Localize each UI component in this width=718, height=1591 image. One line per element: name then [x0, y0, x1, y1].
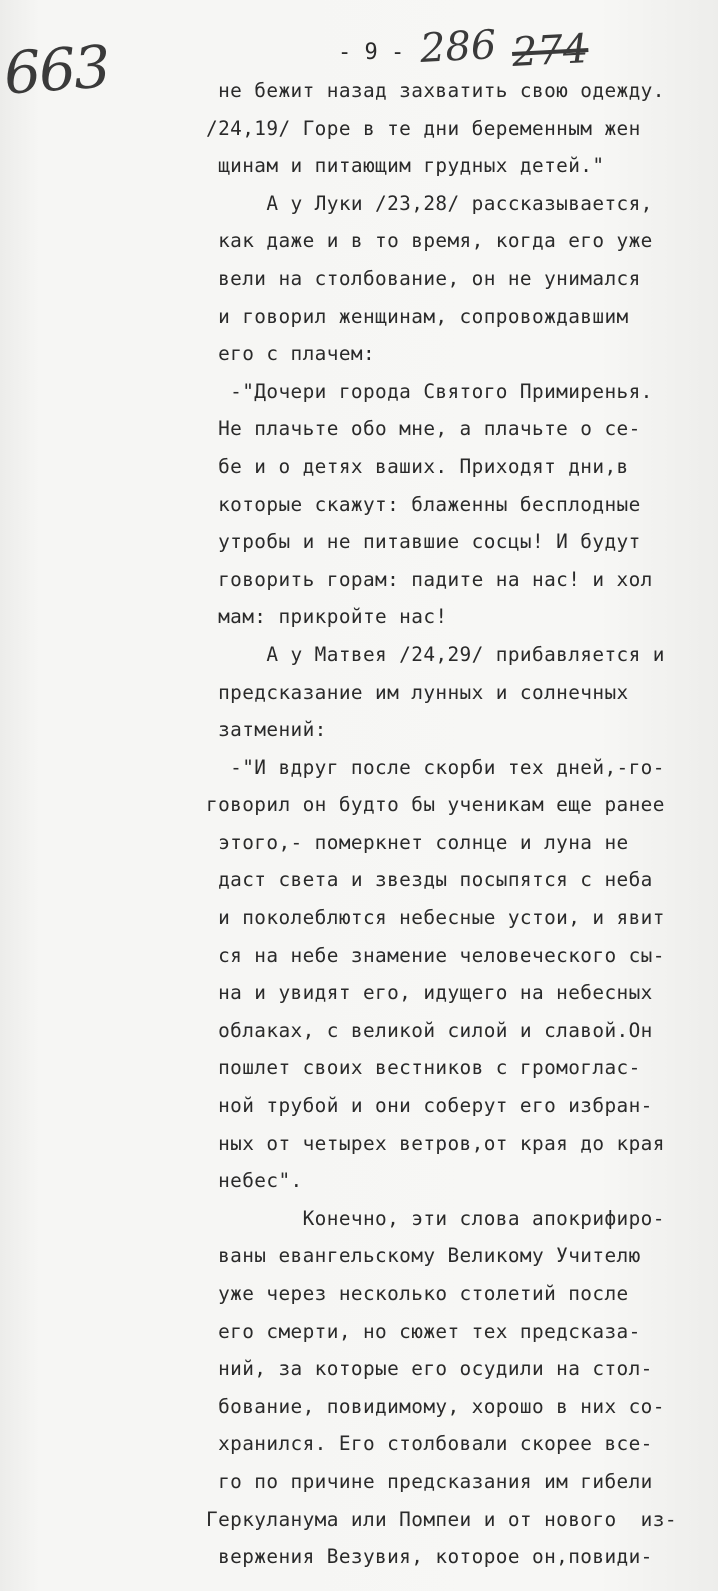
text-line: ваны евангельскому Великому Учителю [206, 1244, 641, 1268]
text-line: и поколеблются небесные устои, и явит [206, 906, 665, 930]
handwritten-crossed-out-number: 274 [510, 26, 590, 76]
page-number: - 9 - [338, 40, 405, 65]
text-line: предсказание им лунных и солнечных [206, 680, 629, 704]
text-line: хранился. Его столбовали скорее все- [206, 1432, 653, 1456]
text-line: утробы и не питавшие сосцы! И будут [206, 530, 641, 554]
text-line: Геркуланума или Помпеи и от нового из- [206, 1507, 677, 1531]
text-line: говорил он будто бы ученикам еще ранее [206, 793, 665, 817]
body-text [206, 72, 712, 1576]
text-line: /24,19/ Горе в те дни беременным жен [206, 116, 641, 140]
text-line: которые скажут: блаженны бесплодные [206, 492, 641, 516]
text-line: вели на столбование, он не унимался [206, 266, 641, 290]
text-line: -"Дочери города Святого Примиренья. [206, 379, 653, 403]
text-line: пошлет своих вестников с громоглас- [206, 1056, 641, 1080]
text-line: и говорил женщинам, сопровождавшим [206, 304, 629, 328]
text-line: не бежит назад захватить свою одежду. [206, 79, 665, 102]
handwritten-sheet-number: 663 [1, 32, 111, 108]
text-line: облаках, с великой силой и славой.Он [206, 1018, 653, 1042]
text-line: бование, повидимому, хорошо в них со- [206, 1394, 665, 1418]
text-line: Не плачьте обо мне, а плачьте о се- [206, 417, 641, 441]
text-line: бе и о детях ваших. Приходят дни,в [206, 454, 629, 478]
text-line: его смерти, но сюжет тех предсказа- [206, 1319, 641, 1343]
text-line: ных от четырех ветров,от края до края [206, 1131, 665, 1155]
text-line: небес". [206, 1169, 303, 1193]
text-line: мам: прикройте нас! [206, 605, 448, 629]
handwritten-archive-number: 286 [418, 22, 498, 72]
text-line: даст света и звезды посыпятся с неба [206, 868, 653, 892]
text-line: его с плачем: [206, 342, 376, 366]
text-line: говорить горам: падите на нас! и хол [206, 567, 653, 591]
text-line: А у Луки /23,28/ рассказывается, [206, 191, 653, 215]
text-line: го по причине предсказания им гибели [206, 1469, 653, 1493]
text-line: затмений: [206, 718, 327, 742]
text-line: -"И вдруг после скорби тех дней,-го- [206, 755, 665, 779]
text-line: на и увидят его, идущего на небесных [206, 981, 653, 1005]
text-line: А у Матвея /24,29/ прибавляется и [206, 642, 665, 666]
text-line: ной трубой и они соберут его избран- [206, 1094, 653, 1118]
text-line: как даже и в то время, когда его уже [206, 229, 653, 253]
text-line: Конечно, эти слова апокрифиро- [206, 1206, 665, 1230]
text-line: вержения Везувия, которое он,повиди- [206, 1545, 653, 1569]
text-line: этого,- померкнет солнце и луна не [206, 830, 629, 854]
text-line: щинам и питающим грудных детей." [206, 154, 605, 178]
text-line: уже через несколько столетий после [206, 1282, 629, 1305]
text-line: ся на небе знамение человеческого сы- [206, 943, 665, 967]
text-line: ний, за которые его осудили на стол- [206, 1357, 653, 1381]
